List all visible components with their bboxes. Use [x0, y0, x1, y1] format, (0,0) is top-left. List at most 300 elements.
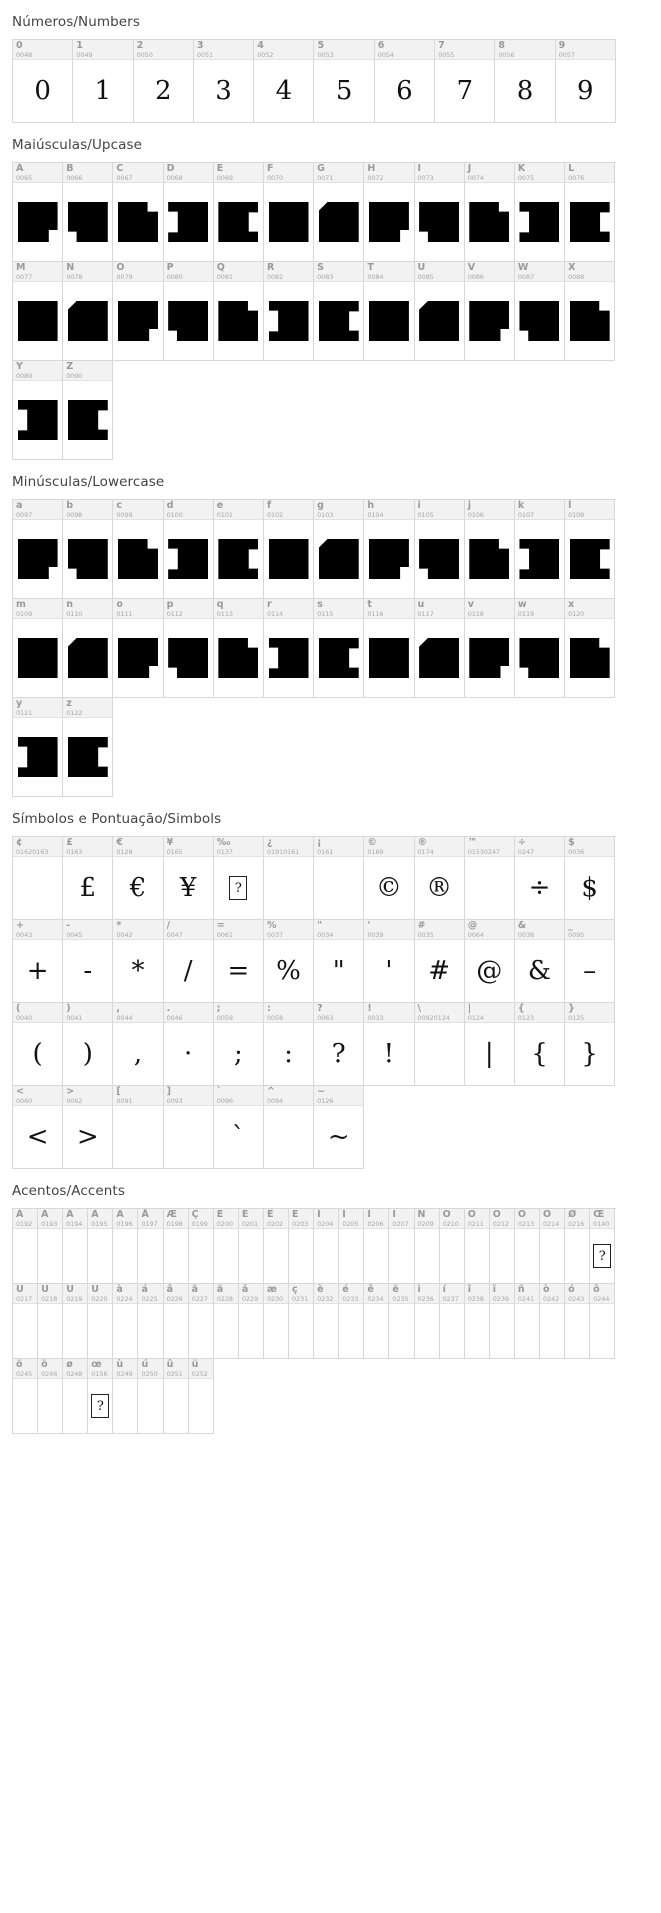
- glyph-render: [565, 520, 614, 598]
- decorative-blob-glyph: [519, 638, 559, 678]
- glyph-render: [164, 1229, 188, 1283]
- glyph-cell-header: [164, 500, 213, 520]
- decorative-blob-glyph: [570, 202, 610, 242]
- glyph-cell[interactable]: [515, 837, 565, 920]
- glyph-code-label: 0232: [317, 1295, 334, 1303]
- glyph-cell[interactable]: [113, 1209, 138, 1284]
- symbol-glyph: ): [82, 1039, 93, 1069]
- glyph-cell[interactable]: [63, 1284, 88, 1359]
- glyph-cell[interactable]: [264, 1284, 289, 1359]
- glyph-cell-header: [314, 262, 363, 282]
- glyph-code-label: 0052: [257, 51, 274, 59]
- glyph-cell-header: [63, 1209, 87, 1229]
- glyph-render: [314, 183, 363, 261]
- glyph-cell[interactable]: [113, 599, 163, 698]
- glyph-render: [435, 60, 494, 122]
- glyph-cell[interactable]: [214, 262, 264, 361]
- glyph-cell-header: [138, 1284, 162, 1304]
- glyph-cell[interactable]: [63, 837, 113, 920]
- glyph-cell[interactable]: [189, 1209, 214, 1284]
- glyph-cell-header: [214, 500, 263, 520]
- glyph-code-label: 0114: [266, 610, 284, 618]
- glyph-cell[interactable]: [515, 262, 565, 361]
- glyph-render: [465, 619, 514, 697]
- decorative-blob-glyph: [570, 638, 610, 678]
- glyph-cell[interactable]: [138, 1359, 163, 1434]
- glyph-character-label: À: [16, 1209, 24, 1220]
- symbol-glyph: ;: [233, 1039, 243, 1069]
- glyph-code-label: 0231: [292, 1295, 309, 1303]
- glyph-cell[interactable]: [13, 40, 73, 123]
- glyph-character-label: P: [166, 262, 174, 273]
- glyph-render: [515, 940, 564, 1002]
- symbol-glyph: =: [227, 956, 250, 986]
- symbol-glyph: ®: [426, 873, 453, 903]
- glyph-render: [465, 940, 514, 1002]
- glyph-render: [164, 183, 213, 261]
- glyph-character-label: D: [166, 163, 175, 174]
- glyph-render: [63, 1023, 112, 1085]
- glyph-cell[interactable]: [289, 1209, 314, 1284]
- glyph-cell[interactable]: [264, 163, 314, 262]
- glyph-cell[interactable]: [13, 1086, 63, 1169]
- glyph-cell[interactable]: [214, 1209, 239, 1284]
- glyph-cell[interactable]: [314, 599, 364, 698]
- glyph-cell[interactable]: [465, 837, 515, 920]
- glyph-code-label: 0244: [593, 1295, 610, 1303]
- glyph-render: [314, 1023, 363, 1085]
- glyph-cell[interactable]: [63, 262, 113, 361]
- glyph-character-label: H: [367, 163, 376, 174]
- decorative-blob-glyph: [18, 737, 58, 777]
- glyph-code-label: 0070: [266, 174, 284, 182]
- glyph-character-label: K: [517, 163, 526, 174]
- glyph-cell[interactable]: [113, 1003, 163, 1086]
- glyph-cell[interactable]: [164, 920, 214, 1003]
- glyph-cell[interactable]: [164, 500, 214, 599]
- glyph-cell[interactable]: [415, 599, 465, 698]
- glyph-cell[interactable]: [13, 262, 63, 361]
- glyph-cell[interactable]: [495, 40, 555, 123]
- glyph-cell[interactable]: [465, 920, 515, 1003]
- glyph-cell[interactable]: [164, 1284, 189, 1359]
- glyph-cell[interactable]: [189, 1284, 214, 1359]
- glyph-code-label: 0203: [292, 1220, 309, 1228]
- glyph-character-label: ‰: [216, 837, 231, 848]
- symbol-glyph: {: [531, 1039, 548, 1069]
- glyph-cell[interactable]: [465, 163, 515, 262]
- glyph-character-label: ë: [392, 1284, 399, 1295]
- glyph-cell[interactable]: [63, 1209, 88, 1284]
- glyph-cell-header: [164, 1003, 213, 1023]
- glyph-cell[interactable]: [465, 500, 515, 599]
- glyph-cell[interactable]: [565, 599, 615, 698]
- glyph-code-label: 0228: [216, 1295, 233, 1303]
- glyph-cell[interactable]: [565, 1284, 590, 1359]
- glyph-cell[interactable]: [164, 1209, 189, 1284]
- glyph-cell[interactable]: [214, 920, 264, 1003]
- glyph-cell[interactable]: [164, 262, 214, 361]
- glyph-cell-header: [13, 1359, 37, 1379]
- glyph-cell-header: [13, 1284, 37, 1304]
- glyph-character-label: p: [166, 599, 174, 610]
- glyph-character-label: ^: [266, 1086, 275, 1097]
- glyph-code-label: 0069: [216, 174, 233, 182]
- glyph-cell-header: [113, 599, 162, 619]
- glyph-code-label: 0213: [517, 1220, 535, 1228]
- glyph-character-label: d: [166, 500, 174, 511]
- glyph-character-label: á: [141, 1284, 148, 1295]
- glyph-cell[interactable]: [63, 920, 113, 1003]
- glyph-render: [38, 1229, 62, 1283]
- glyph-character-label: í: [442, 1284, 446, 1295]
- glyph-cell[interactable]: [415, 1003, 465, 1086]
- glyph-cell[interactable]: [314, 1003, 364, 1086]
- glyph-code-label: 0047: [166, 931, 183, 939]
- glyph-cell[interactable]: [375, 40, 435, 123]
- glyph-cell-header: [339, 1209, 363, 1229]
- decorative-blob-glyph: [18, 539, 58, 579]
- symbol-glyph: %: [276, 956, 301, 986]
- glyph-cell[interactable]: [113, 262, 163, 361]
- glyph-cell[interactable]: [164, 837, 214, 920]
- glyph-character-label: Y: [16, 361, 23, 372]
- glyph-cell[interactable]: [339, 1209, 364, 1284]
- glyph-cell[interactable]: [565, 163, 615, 262]
- glyph-cell-header: [264, 1003, 313, 1023]
- glyph-cell[interactable]: [164, 1086, 214, 1169]
- glyph-cell[interactable]: [556, 40, 616, 123]
- glyph-cell[interactable]: [214, 1086, 264, 1169]
- glyph-cell-header: [264, 500, 313, 520]
- glyph-cell[interactable]: [264, 599, 314, 698]
- glyph-cell[interactable]: [490, 1284, 515, 1359]
- glyph-cell[interactable]: [465, 1003, 515, 1086]
- glyph-cell[interactable]: [314, 920, 364, 1003]
- glyph-cell[interactable]: [415, 1284, 440, 1359]
- glyph-cell[interactable]: [214, 1284, 239, 1359]
- glyph-cell[interactable]: [465, 599, 515, 698]
- glyph-cell[interactable]: [13, 599, 63, 698]
- glyph-render: [364, 282, 413, 360]
- glyph-cell-header: [515, 500, 564, 520]
- glyph-code-label: 0109: [16, 610, 33, 618]
- glyph-cell[interactable]: [565, 1209, 590, 1284]
- glyph-cell-header: [465, 1003, 514, 1023]
- glyph-cell[interactable]: [540, 1284, 565, 1359]
- glyph-cell-header: [435, 40, 494, 60]
- glyph-cell[interactable]: [364, 1284, 389, 1359]
- symbol-glyph: }: [581, 1039, 598, 1069]
- glyph-cell[interactable]: [515, 1209, 540, 1284]
- glyph-code-label: 0212: [492, 1220, 509, 1228]
- glyph-cell[interactable]: [364, 262, 414, 361]
- glyph-cell[interactable]: [38, 1359, 63, 1434]
- glyph-cell[interactable]: [314, 1284, 339, 1359]
- glyph-code-label: 0088: [568, 273, 585, 281]
- glyph-cell[interactable]: [264, 1086, 314, 1169]
- glyph-cell[interactable]: [63, 500, 113, 599]
- glyph-cell[interactable]: [314, 837, 364, 920]
- glyph-code-label: 0050: [136, 51, 153, 59]
- glyph-character-label: ú: [141, 1359, 149, 1370]
- glyph-cell[interactable]: [264, 1209, 289, 1284]
- glyph-render: [515, 1304, 539, 1358]
- glyph-character-label: Ù: [16, 1284, 24, 1295]
- glyph-cell[interactable]: [565, 1003, 615, 1086]
- glyph-cell-header: [13, 1003, 62, 1023]
- glyph-code-label: 0205: [342, 1220, 359, 1228]
- glyph-character-label: /: [166, 920, 171, 931]
- glyph-cell[interactable]: [88, 1284, 113, 1359]
- glyph-cell[interactable]: [339, 1284, 364, 1359]
- glyph-cell[interactable]: [289, 1284, 314, 1359]
- glyph-cell-header: [364, 1003, 413, 1023]
- glyph-cell[interactable]: [440, 1209, 465, 1284]
- decorative-blob-glyph: [118, 539, 158, 579]
- glyph-render: [415, 1304, 439, 1358]
- glyph-cell-header: [63, 837, 112, 857]
- glyph-cell[interactable]: [88, 1359, 113, 1434]
- glyph-cell[interactable]: [590, 1209, 615, 1284]
- glyph-cell[interactable]: [13, 698, 63, 797]
- glyph-render: [13, 381, 62, 459]
- missing-glyph-box: ?: [91, 1394, 109, 1418]
- glyph-cell[interactable]: [415, 163, 465, 262]
- glyph-cell[interactable]: [540, 1209, 565, 1284]
- glyph-cell[interactable]: [13, 920, 63, 1003]
- glyph-code-label: 0044: [116, 1014, 133, 1022]
- section-title: Acentos/Accents: [12, 1183, 125, 1199]
- glyph-character-label: N: [66, 262, 75, 273]
- glyph-cell[interactable]: [189, 1359, 214, 1434]
- glyph-cell[interactable]: [13, 500, 63, 599]
- glyph-cell[interactable]: [389, 1209, 414, 1284]
- glyph-cell[interactable]: [63, 163, 113, 262]
- glyph-cell[interactable]: [63, 361, 113, 460]
- glyph-cell-header: [189, 1209, 213, 1229]
- glyph-render: [314, 619, 363, 697]
- glyph-code-label: 0056: [498, 51, 515, 59]
- glyph-cell-header: [515, 1003, 564, 1023]
- glyph-cell[interactable]: [214, 599, 264, 698]
- glyph-cell[interactable]: [515, 500, 565, 599]
- glyph-grid: [12, 1208, 616, 1434]
- glyph-character-label: z: [66, 698, 72, 709]
- glyph-cell[interactable]: [415, 500, 465, 599]
- decorative-blob-glyph: [18, 638, 58, 678]
- decorative-blob-glyph: [519, 539, 559, 579]
- glyph-cell[interactable]: [13, 1359, 38, 1434]
- glyph-cell[interactable]: [264, 500, 314, 599]
- glyph-cell[interactable]: [194, 40, 254, 123]
- glyph-render: [138, 1304, 162, 1358]
- glyph-cell[interactable]: [13, 361, 63, 460]
- glyph-cell[interactable]: [113, 500, 163, 599]
- glyph-cell[interactable]: [38, 1284, 63, 1359]
- glyph-render: [194, 60, 253, 122]
- glyph-cell[interactable]: [364, 1003, 414, 1086]
- glyph-cell[interactable]: [389, 1284, 414, 1359]
- glyph-cell[interactable]: [13, 1209, 38, 1284]
- glyph-cell[interactable]: [254, 40, 314, 123]
- glyph-code-label: 0156: [91, 1370, 108, 1378]
- glyph-character-label: ;: [216, 1003, 221, 1014]
- glyph-code-label: 0079: [116, 273, 133, 281]
- glyph-grid: [12, 162, 616, 460]
- glyph-cell[interactable]: [465, 1209, 490, 1284]
- glyph-cell[interactable]: [565, 837, 615, 920]
- glyph-code-label: 0210: [442, 1220, 459, 1228]
- glyph-cell[interactable]: [113, 1359, 138, 1434]
- glyph-cell-header: [13, 40, 72, 60]
- glyph-cell[interactable]: [63, 1003, 113, 1086]
- glyph-cell[interactable]: [515, 599, 565, 698]
- glyph-render: [565, 1023, 614, 1085]
- glyph-code-label: 0048: [16, 51, 33, 59]
- glyph-cell[interactable]: [515, 920, 565, 1003]
- glyph-cell[interactable]: [13, 1003, 63, 1086]
- symbol-glyph: ·: [184, 1039, 193, 1069]
- glyph-cell[interactable]: [435, 40, 495, 123]
- glyph-cell[interactable]: [314, 1086, 364, 1169]
- glyph-code-label: 0126: [317, 1097, 334, 1105]
- glyph-cell[interactable]: [63, 698, 113, 797]
- glyph-cell[interactable]: [515, 163, 565, 262]
- glyph-cell-header: [13, 262, 62, 282]
- glyph-cell[interactable]: [73, 40, 133, 123]
- glyph-cell[interactable]: [164, 163, 214, 262]
- glyph-grid: [12, 836, 616, 1169]
- glyph-cell[interactable]: [415, 1209, 440, 1284]
- glyph-cell[interactable]: [314, 262, 364, 361]
- glyph-cell[interactable]: [264, 262, 314, 361]
- glyph-cell[interactable]: [88, 1209, 113, 1284]
- glyph-cell[interactable]: [314, 1209, 339, 1284]
- glyph-render: [565, 857, 614, 919]
- glyph-cell[interactable]: [465, 262, 515, 361]
- glyph-cell[interactable]: [38, 1209, 63, 1284]
- glyph-cell[interactable]: [138, 1284, 163, 1359]
- glyph-cell-header: [164, 920, 213, 940]
- glyph-cell[interactable]: [264, 920, 314, 1003]
- glyph-cell[interactable]: [214, 837, 264, 920]
- glyph-cell[interactable]: [239, 1284, 264, 1359]
- symbol-glyph: |: [484, 1039, 494, 1069]
- glyph-cell[interactable]: [13, 837, 63, 920]
- glyph-character-label: b: [66, 500, 73, 511]
- glyph-cell[interactable]: [214, 1003, 264, 1086]
- glyph-cell[interactable]: [515, 1003, 565, 1086]
- glyph-code-label: 0072: [367, 174, 384, 182]
- glyph-code-label: 0111: [116, 610, 133, 618]
- glyph-cell[interactable]: [364, 837, 414, 920]
- glyph-render: [515, 282, 564, 360]
- glyph-cell-header: [138, 1209, 162, 1229]
- glyph-cell[interactable]: [164, 1003, 214, 1086]
- glyph-render: [13, 183, 62, 261]
- glyph-cell[interactable]: [364, 163, 414, 262]
- glyph-cell[interactable]: [415, 837, 465, 920]
- glyph-cell[interactable]: [364, 599, 414, 698]
- symbol-glyph: !: [383, 1039, 395, 1069]
- glyph-cell[interactable]: [134, 40, 194, 123]
- glyph-character-label: Å: [141, 1209, 149, 1220]
- glyph-cell[interactable]: [13, 1284, 38, 1359]
- glyph-cell[interactable]: [138, 1209, 163, 1284]
- glyph-character-label: I: [417, 163, 422, 174]
- decorative-blob-glyph: [68, 737, 108, 777]
- glyph-render: [113, 619, 162, 697]
- glyph-cell[interactable]: [164, 599, 214, 698]
- glyph-render: [515, 619, 564, 697]
- glyph-code-label: 0124: [467, 1014, 484, 1022]
- glyph-cell[interactable]: [314, 163, 364, 262]
- glyph-cell[interactable]: [515, 1284, 540, 1359]
- glyph-code-label: 0063: [317, 1014, 334, 1022]
- glyph-cell[interactable]: [565, 920, 615, 1003]
- glyph-cell[interactable]: [113, 920, 163, 1003]
- glyph-cell[interactable]: [314, 500, 364, 599]
- glyph-cell[interactable]: [440, 1284, 465, 1359]
- glyph-code-label: 0098: [66, 511, 83, 519]
- glyph-render: [364, 940, 413, 1002]
- glyph-character-label: [: [116, 1086, 121, 1097]
- glyph-render: [164, 1379, 188, 1433]
- glyph-code-label: 0115: [317, 610, 334, 618]
- glyph-render: [13, 1379, 37, 1433]
- glyph-cell[interactable]: [465, 1284, 490, 1359]
- glyph-cell[interactable]: [590, 1284, 615, 1359]
- glyph-cell[interactable]: [214, 500, 264, 599]
- glyph-cell[interactable]: [565, 262, 615, 361]
- glyph-cell[interactable]: [364, 500, 414, 599]
- decorative-blob-glyph: [118, 638, 158, 678]
- glyph-cell[interactable]: [214, 163, 264, 262]
- symbol-glyph: (: [32, 1039, 43, 1069]
- glyph-cell[interactable]: [264, 1003, 314, 1086]
- glyph-cell[interactable]: [490, 1209, 515, 1284]
- glyph-cell[interactable]: [364, 920, 414, 1003]
- glyph-code-label: 0076: [568, 174, 585, 182]
- glyph-cell[interactable]: [113, 837, 163, 920]
- glyph-cell-header: [415, 262, 464, 282]
- glyph-cell[interactable]: [113, 163, 163, 262]
- symbol-glyph: >: [76, 1122, 99, 1152]
- glyph-cell[interactable]: [164, 1359, 189, 1434]
- symbol-glyph: 2: [154, 76, 172, 106]
- glyph-cell[interactable]: [113, 1284, 138, 1359]
- decorative-blob-glyph: [18, 400, 58, 440]
- glyph-cell[interactable]: [63, 599, 113, 698]
- glyph-cell[interactable]: [364, 1209, 389, 1284]
- glyph-cell[interactable]: [415, 262, 465, 361]
- glyph-cell[interactable]: [239, 1209, 264, 1284]
- glyph-cell[interactable]: [63, 1086, 113, 1169]
- glyph-cell[interactable]: [565, 500, 615, 599]
- glyph-cell[interactable]: [113, 1086, 163, 1169]
- glyph-cell[interactable]: [415, 920, 465, 1003]
- glyph-cell[interactable]: [314, 40, 374, 123]
- glyph-code-label: 0039: [367, 931, 384, 939]
- glyph-cell[interactable]: [264, 837, 314, 920]
- glyph-cell[interactable]: [13, 163, 63, 262]
- glyph-code-label: 0120: [568, 610, 585, 618]
- glyph-render: [164, 1304, 188, 1358]
- glyph-cell[interactable]: [63, 1359, 88, 1434]
- glyph-character-label: &: [517, 920, 527, 931]
- glyph-code-label: 0041: [66, 1014, 83, 1022]
